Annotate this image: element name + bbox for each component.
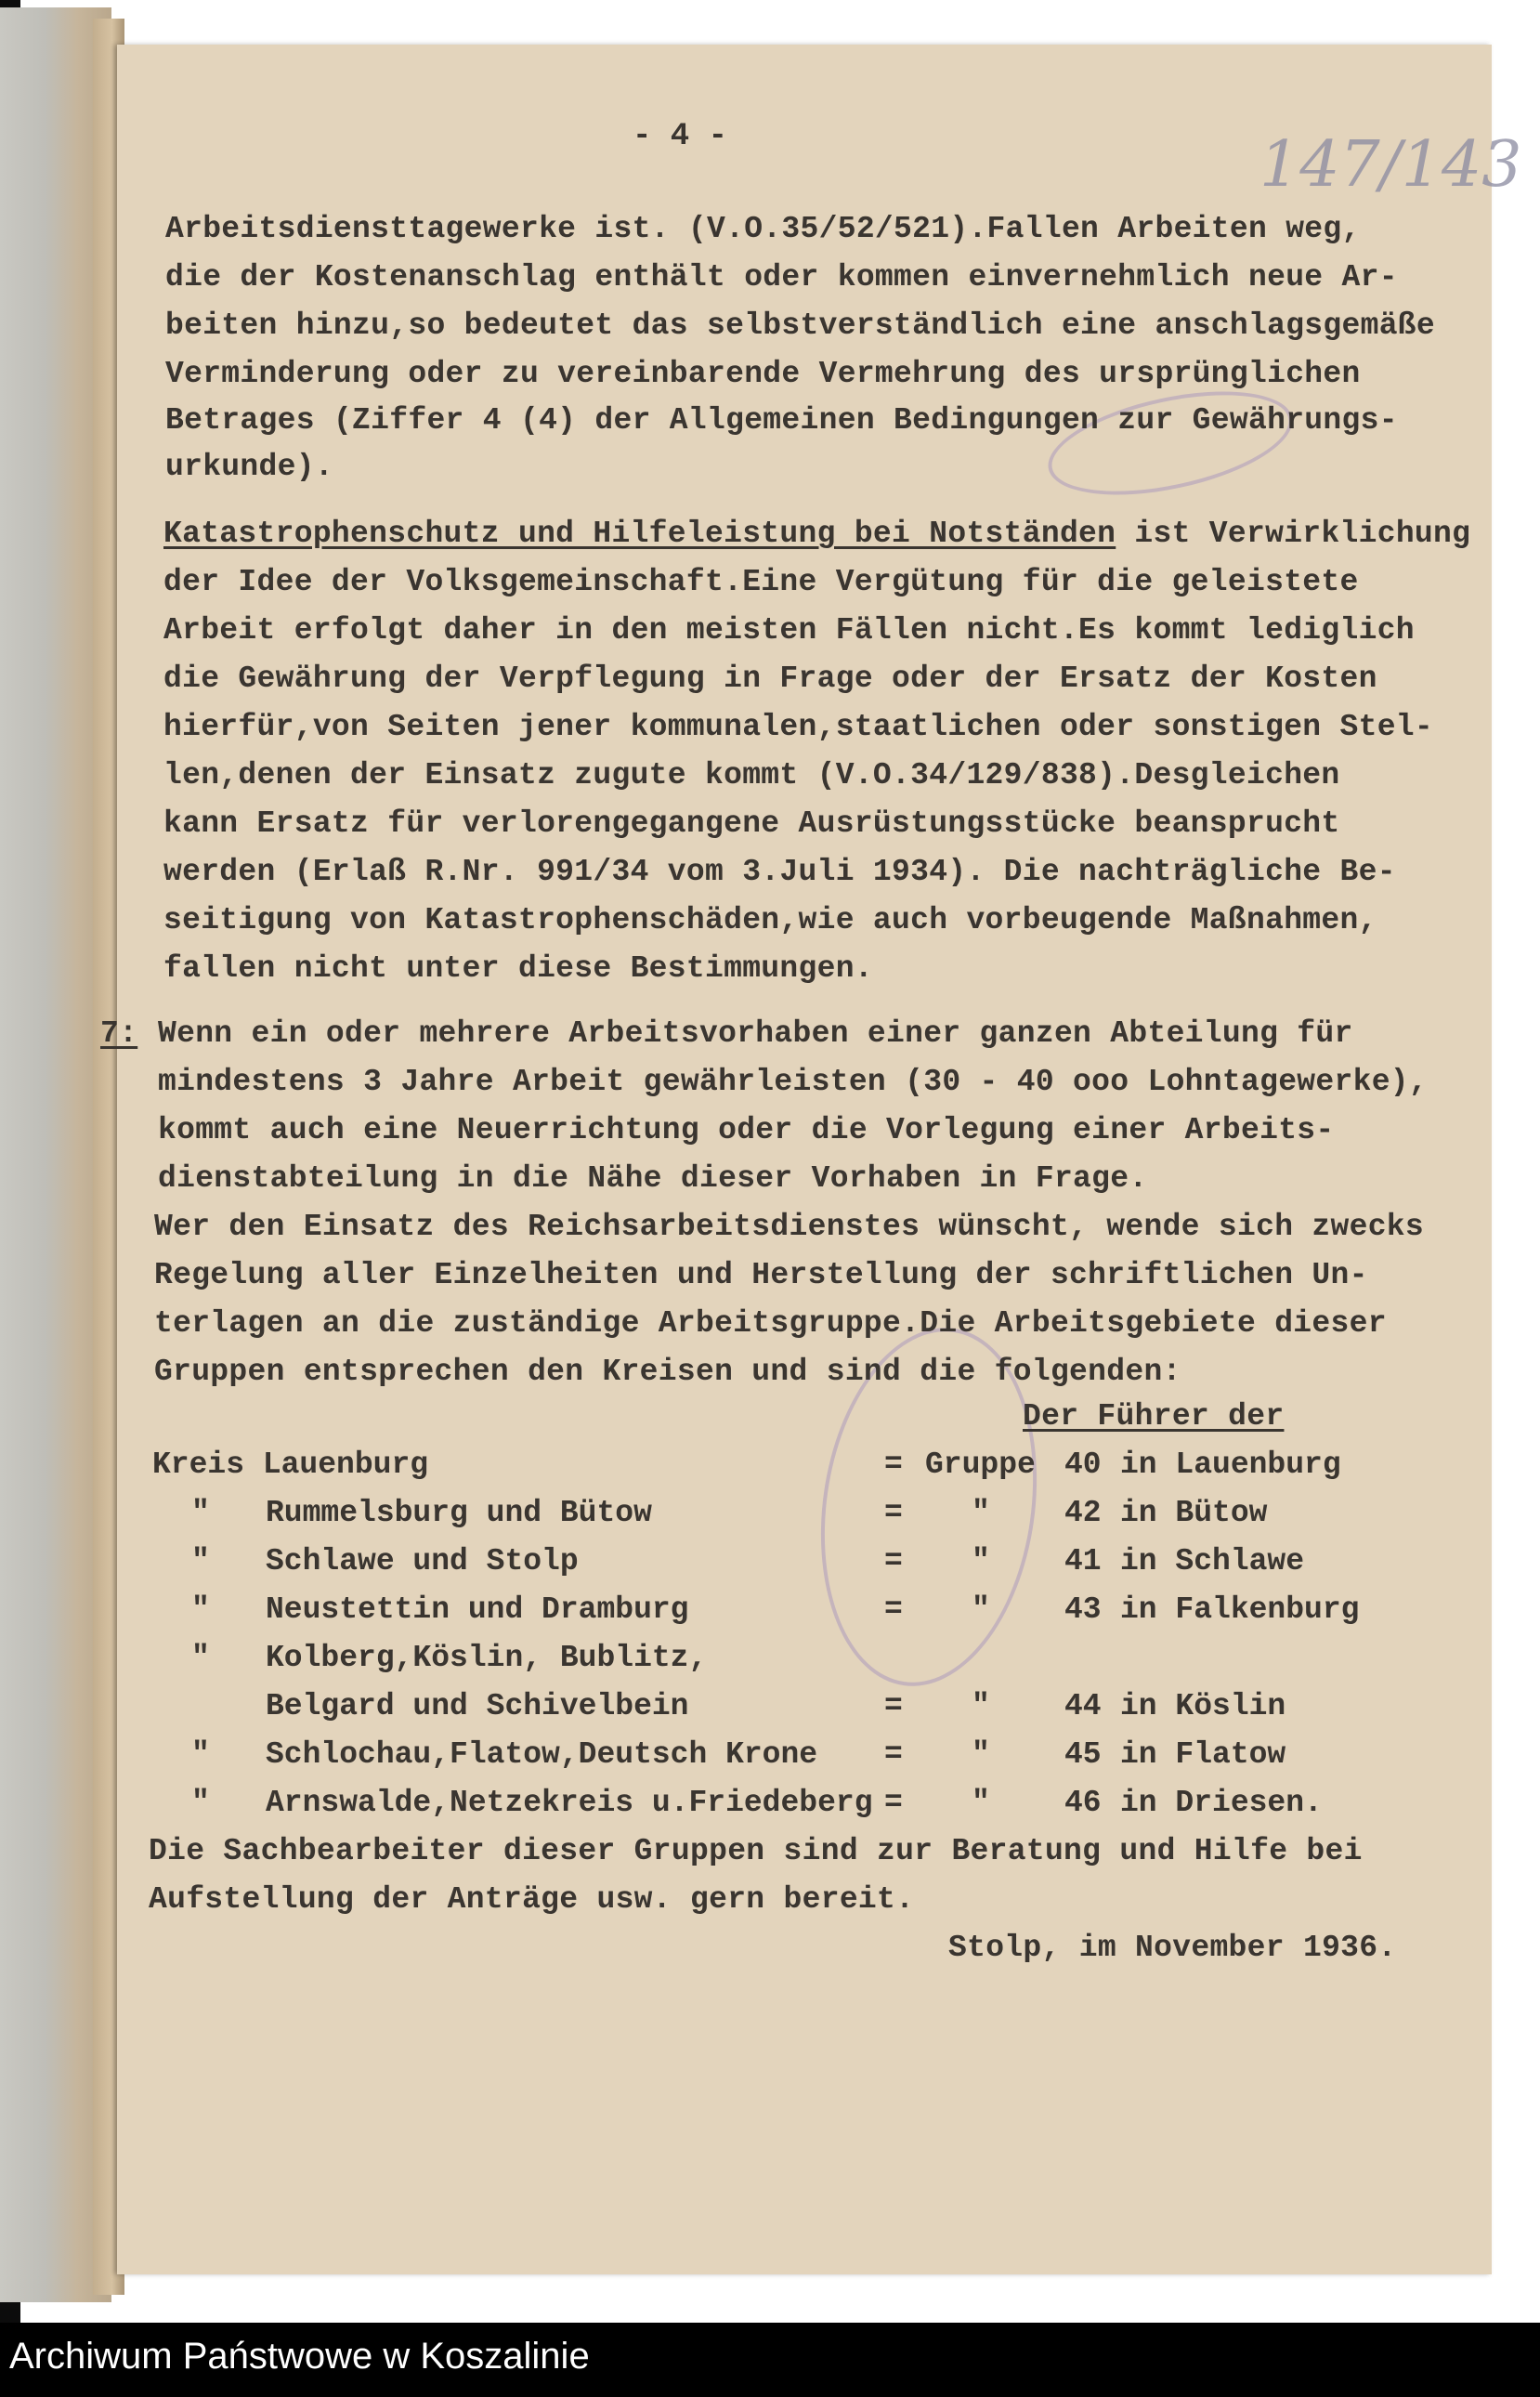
footer-bar: [0, 2323, 1540, 2397]
group-cell: Gruppe: [925, 1447, 1036, 1482]
paragraph-line: Regelung aller Einzelheiten und Herstellung der schriftlichen Un-: [154, 1258, 1368, 1292]
group-number-cell: 46: [1064, 1786, 1102, 1820]
place-cell: Belgard und Schivelbein: [266, 1689, 689, 1723]
equals-cell: =: [884, 1496, 903, 1530]
group-number-cell: 42: [1064, 1496, 1102, 1530]
paragraph-line: urkunde).: [165, 450, 333, 484]
group-number-cell: 40: [1064, 1447, 1102, 1482]
ditto-cell: ": [972, 1737, 990, 1772]
paragraph-line: Betrages (Ziffer 4 (4) der Allgemeinen Bedingungen zur Gewährungs-: [165, 403, 1398, 438]
location-cell: in Flatow: [1120, 1737, 1286, 1772]
section-heading: Katastrophenschutz und Hilfeleistung bei Notständen: [163, 517, 1116, 551]
equals-cell: =: [884, 1544, 903, 1578]
heading-rest: ist Verwirklichung: [1116, 517, 1471, 551]
place-cell: Neustettin und Dramburg: [266, 1592, 689, 1627]
paragraph-line: die der Kostenanschlag enthält oder kommen einvernehmlich neue Ar-: [165, 260, 1398, 295]
paragraph-line: Gruppen entsprechen den Kreisen und sind die folgenden:: [154, 1355, 1181, 1389]
archive-name: Archiwum Państwowe w Koszalinie: [9, 2336, 590, 2377]
paragraph-line: Wenn ein oder mehrere Arbeitsvorhaben einer ganzen Abteilung für: [158, 1016, 1353, 1051]
paragraph-line: terlagen an die zuständige Arbeitsgruppe.Die Arbeitsgebiete dieser: [154, 1306, 1387, 1341]
paragraph-line: hierfür,von Seiten jener kommunalen,staatlichen oder sonstigen Stel-: [163, 710, 1434, 744]
place-date-line: Stolp, im November 1936.: [948, 1931, 1397, 1965]
paragraph-line: werden (Erlaß R.Nr. 991/34 vom 3.Juli 1934). Die nachträgliche Be-: [163, 855, 1396, 889]
paragraph-line: mindestens 3 Jahre Arbeit gewährleisten (30 - 40 ooo Lohntagewerke),: [158, 1065, 1429, 1099]
equals-cell: =: [884, 1786, 903, 1820]
ditto-cell: ": [191, 1496, 210, 1530]
location-cell: in Driesen.: [1120, 1786, 1323, 1820]
location-cell: in Schlawe: [1120, 1544, 1305, 1578]
ditto-cell: ": [191, 1737, 210, 1772]
paragraph-line: beiten hinzu,so bedeutet das selbstverständlich eine anschlagsgemäße: [165, 308, 1436, 343]
ditto-cell: ": [191, 1786, 210, 1820]
place-cell: Rummelsburg und Bütow: [266, 1496, 652, 1530]
paragraph-line: kann Ersatz für verlorengegangene Ausrüstungsstücke beansprucht: [163, 806, 1340, 841]
table-row: [117, 1641, 1492, 1682]
archive-stamp: 147/143: [1259, 128, 1522, 202]
equals-cell: =: [884, 1737, 903, 1772]
place-cell: Arnswalde,Netzekreis u.Friedeberg: [266, 1786, 873, 1820]
place-cell: Schlawe und Stolp: [266, 1544, 579, 1578]
equals-cell: =: [884, 1689, 903, 1723]
paragraph-line: Arbeitsdiensttagewerke ist. (V.O.35/52/521).Fallen Arbeiten weg,: [165, 212, 1361, 246]
ditto-cell: ": [191, 1592, 210, 1627]
pencil-annotation: [1039, 373, 1302, 514]
location-cell: in Lauenburg: [1120, 1447, 1341, 1482]
ditto-cell: ": [191, 1544, 210, 1578]
location-cell: in Bütow: [1120, 1496, 1268, 1530]
place-cell: Kolberg,Köslin, Bublitz,: [266, 1641, 708, 1675]
ditto-cell: ": [191, 1641, 210, 1675]
location-cell: in Falkenburg: [1120, 1592, 1360, 1627]
table-row: [117, 1496, 1492, 1537]
paragraph-line: die Gewährung der Verpflegung in Frage oder der Ersatz der Kosten: [163, 661, 1377, 696]
ditto-cell: ": [972, 1592, 990, 1627]
table-row: [117, 1447, 1492, 1488]
paragraph-line: Verminderung oder zu vereinbarende Vermehrung des ursprünglichen: [165, 357, 1361, 391]
paragraph-line: dienstabteilung in die Nähe dieser Vorhaben in Frage.: [158, 1161, 1148, 1196]
section-marker: 7:: [100, 1016, 138, 1051]
closing-line: Die Sachbearbeiter dieser Gruppen sind zur Beratung und Hilfe bei: [149, 1834, 1363, 1868]
paragraph-line: Arbeit erfolgt daher in den meisten Fällen nicht.Es kommt lediglich: [163, 613, 1415, 648]
table-row: [117, 1592, 1492, 1633]
page-number: - 4 -: [633, 119, 728, 154]
equals-cell: =: [884, 1592, 903, 1627]
table-header: Der Führer der: [1023, 1399, 1285, 1434]
ditto-cell: ": [972, 1544, 990, 1578]
document-sheet: [100, 45, 1522, 2274]
group-number-cell: 45: [1064, 1737, 1102, 1772]
paragraph-line: [163, 517, 1470, 551]
group-number-cell: 44: [1064, 1689, 1102, 1723]
ditto-cell: ": [972, 1689, 990, 1723]
paragraph-line: fallen nicht unter diese Bestimmungen.: [163, 951, 873, 986]
ditto-cell: ": [972, 1496, 990, 1530]
table-row: [117, 1786, 1492, 1827]
location-cell: in Köslin: [1120, 1689, 1286, 1723]
paragraph-line: Wer den Einsatz des Reichsarbeitsdienstes wünscht, wende sich zwecks: [154, 1210, 1425, 1244]
table-row: [117, 1544, 1492, 1585]
ditto-cell: ": [972, 1786, 990, 1820]
table-row: [117, 1737, 1492, 1778]
table-row: [117, 1689, 1492, 1730]
paragraph-line: kommt auch eine Neuerrichtung oder die Vorlegung einer Arbeits-: [158, 1113, 1335, 1147]
place-cell: Schlochau,Flatow,Deutsch Krone: [266, 1737, 818, 1772]
kreis-cell: Kreis Lauenburg: [152, 1447, 429, 1482]
closing-line: Aufstellung der Anträge usw. gern bereit.: [149, 1882, 915, 1917]
paragraph-line: der Idee der Volksgemeinschaft.Eine Vergütung für die geleistete: [163, 565, 1359, 599]
paragraph-line: len,denen der Einsatz zugute kommt (V.O.34/129/838).Desgleichen: [163, 758, 1340, 792]
paragraph-line: seitigung von Katastrophenschäden,wie auch vorbeugende Maßnahmen,: [163, 903, 1377, 937]
equals-cell: =: [884, 1447, 903, 1482]
group-number-cell: 41: [1064, 1544, 1102, 1578]
group-number-cell: 43: [1064, 1592, 1102, 1627]
